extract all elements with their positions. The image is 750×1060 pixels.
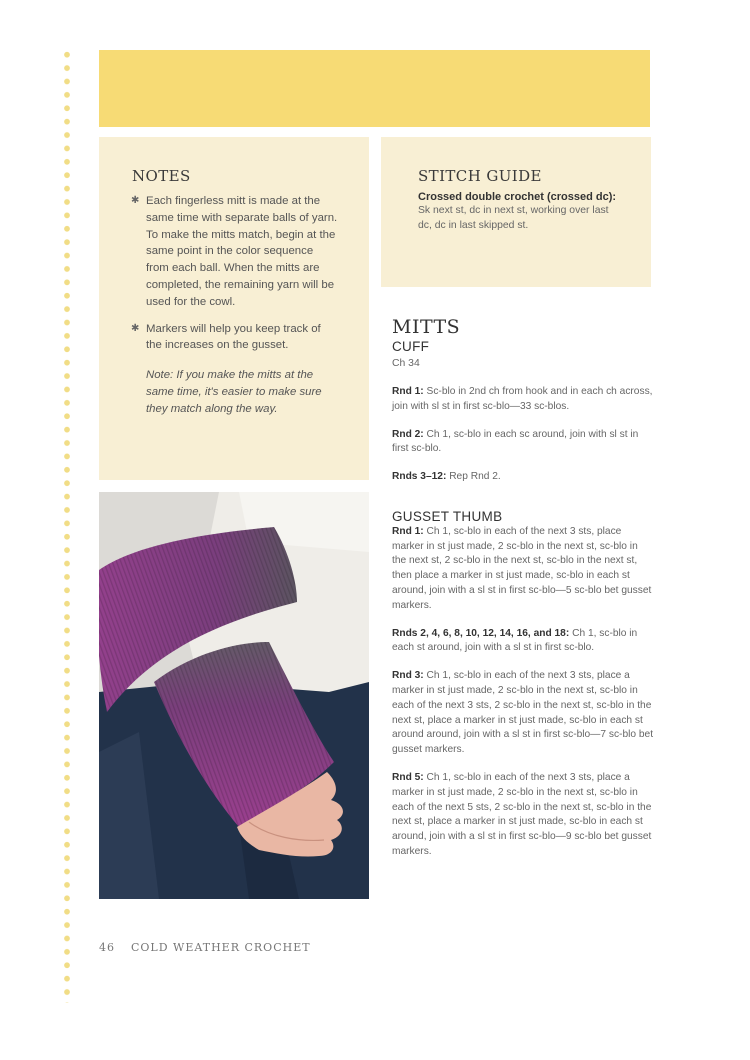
page-footer [99, 941, 311, 954]
round-text: Ch 1, sc-blo in each of the next 3 sts, place marker in st just made, 2 sc-blo in the next st, sc-blo in the next st, 2 sc-blo in the next st, sc-blo in the next st, then place a marker in st just made, sc-blo in each st around, join with a sl st in first sc-blo—5 sc-blo bet gusset markers. [392, 525, 652, 611]
dotted-margin-border [62, 48, 72, 1003]
chain-instruction: Ch 34 [392, 358, 420, 369]
round-text: Ch 1, sc-blo in each of the next 3 sts, place a marker in st just made, 2 sc-blo in the next st, sc-blo in each of the next 5 sts, 2 sc-blo in the next st, sc-blo in the next st, place a marker in st just made, sc-blo in each st around, join with a sl st in first sc-blo—9 sc-blo bet gusset markers. [392, 772, 652, 858]
list-item [132, 193, 339, 311]
stitch-term: Crossed double crochet (crossed dc): [418, 191, 617, 203]
mitts-illustration [99, 492, 369, 899]
round-text: Ch 1, sc-blo in each of the next 3 sts, place a marker in st just made, 2 sc-blo in the next st, sc-blo in each of the next 3 sts, 2 sc-blo in the next st, sc-blo in the next st, place a marker in st just made, sc-blo in each st around around, join with a sl st in first sc-blo—7 sc-blo bet gusset markers. [392, 670, 654, 756]
asterisk-bullet-icon: ✱ [131, 322, 140, 334]
note-bullet-text: Each fingerless mitt is made at the same time with separate balls of yarn. To make the mitts match, begin at the same point in the color sequence from each ball. When the mitts are completed, the remaining yarn will be used for the cowl. [146, 195, 338, 308]
round-label: Rnd 2: [392, 428, 424, 440]
asterisk-bullet-icon: ✱ [131, 195, 140, 206]
round-instruction [392, 385, 654, 415]
notes-list [132, 193, 339, 354]
round-instruction [392, 428, 654, 458]
round-instruction [392, 470, 654, 485]
round-instruction [392, 669, 654, 758]
round-label: Rnd 5: [392, 772, 424, 784]
notes-heading: NOTES [132, 167, 191, 185]
round-instruction [392, 627, 654, 657]
cuff-heading: CUFF [392, 339, 430, 354]
stitch-guide-heading: STITCH GUIDE [418, 167, 542, 185]
pattern-title: MITTS [392, 316, 461, 338]
round-label: Rnd 1: [392, 385, 424, 397]
gusset-thumb-heading: GUSSET THUMB [392, 508, 503, 524]
list-item [132, 321, 339, 355]
round-text: Sc-blo in 2nd ch from hook and in each ch across, join with sl st in first sc-blo—33 sc-blos. [392, 385, 653, 412]
stitch-guide-panel [381, 137, 651, 287]
round-instruction [392, 525, 654, 614]
stitch-definition: Sk next st, dc in next st, working over last dc, dc in last skipped st. [418, 205, 609, 231]
round-label: Rnd 1: [392, 525, 424, 537]
round-text: Ch 1, sc-blo in each st around, join with a sl st in first sc-blo. [392, 627, 638, 654]
round-text: Ch 1, sc-blo in each sc around, join with sl st in first sc-blo. [392, 428, 639, 455]
round-label: Rnds 2, 4, 6, 8, 10, 12, 14, 16, and 18: [392, 627, 570, 639]
page-number: 46 [99, 941, 115, 954]
mitts-photo [99, 492, 369, 899]
header-banner [99, 50, 650, 127]
round-instruction [392, 771, 654, 860]
round-text: Rep Rnd 2. [449, 471, 501, 483]
book-title: COLD WEATHER CROCHET [131, 941, 311, 954]
round-label: Rnds 3–12: [392, 471, 447, 483]
round-label: Rnd 3: [392, 670, 424, 682]
note-text: Note: If you make the mitts at the same time, it's easier to make sure they match along the way. [146, 369, 322, 415]
pattern-instructions [392, 316, 654, 870]
notes-panel [99, 137, 369, 480]
note-bullet-text: Markers will help you keep track of the increases on the gusset. [146, 322, 321, 352]
